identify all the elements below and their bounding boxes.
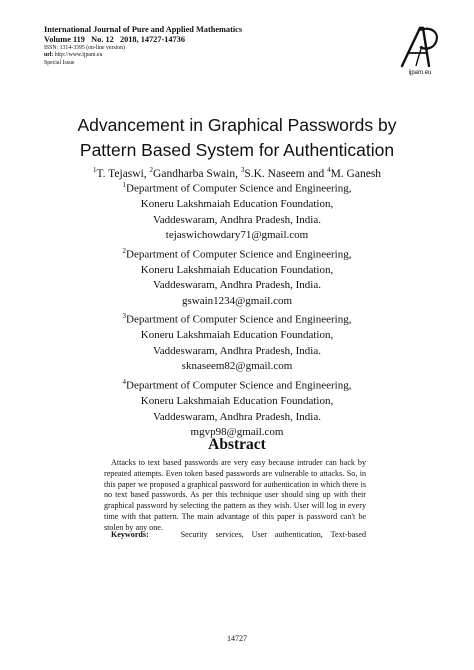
journal-url-label: url: (44, 52, 54, 59)
affiliation-block (0, 375, 474, 441)
author-name: Gandharba Swain, (153, 167, 241, 180)
journal-issue: Special Issue (44, 59, 75, 66)
author-name: T. Tejaswi, (96, 167, 150, 180)
title-line-1: Advancement in Graphical Passwords by (77, 115, 397, 135)
affiliation-block (0, 244, 474, 310)
affiliation-dept (0, 178, 474, 197)
affiliation-email[interactable]: gswain1234@gmail.com (181, 294, 293, 307)
affiliation-place: Vaddeswaram, Andhra Pradesh, India. (152, 344, 321, 357)
affiliation-dept (0, 244, 474, 263)
affiliation-place: Vaddeswaram, Andhra Pradesh, India. (152, 279, 321, 292)
affiliation-email[interactable]: mgvp98@gmail.com (190, 426, 284, 439)
logo-site-label: ijpam.eu (408, 70, 432, 76)
affiliation-number: 2 (122, 246, 127, 255)
keywords-label: Keywords: (111, 530, 149, 539)
affiliation-number: 1 (122, 181, 127, 189)
affiliation-dept-text: Department of Computer Science and Engineering, (126, 313, 352, 326)
affiliation-dept-text: Department of Computer Science and Engineering, (126, 379, 352, 392)
affiliation-block (0, 309, 474, 375)
affiliation-email[interactable]: sknaseem82@gmail.com (181, 360, 293, 373)
author-number: 3 (240, 166, 245, 174)
author-number: 4 (327, 166, 331, 174)
paper-title (30, 113, 444, 163)
affiliation-foundation: Koneru Lakshmaiah Education Foundation, (140, 198, 334, 211)
journal-header (44, 25, 344, 67)
author-name: S.K. Naseem and (244, 167, 328, 180)
journal-volume: Volume 119 No. 12 2018, 14727-14736 (44, 35, 185, 44)
affiliation-place: Vaddeswaram, Andhra Pradesh, India. (152, 213, 321, 226)
affiliation-block (0, 178, 474, 244)
affiliation-email[interactable]: tejaswichowdary71@gmail.com (165, 229, 309, 242)
journal-title: International Journal of Pure and Applied Mathematics (44, 25, 243, 34)
affiliation-list (0, 178, 474, 441)
affiliation-number: 4 (122, 377, 127, 386)
affiliation-foundation: Koneru Lakshmaiah Education Foundation, (140, 263, 334, 276)
title-line-2: Pattern Based System for Authentication (79, 140, 395, 160)
abstract-text: Attacks to text based passwords are very easy because intruder can hack by repeated attempts. Even token based passwords are vulnerable to attacks. So, in this paper we proposed a graphical password for authentication in which there is no text based passwords. As per this technique user should sing up with their graphical password by selecting the pattern as they wish. User will log in every time with that pattern. The main advantage of this paper is password can't be stolen by any one. (104, 458, 366, 532)
author-name: M. Ganesh (330, 167, 382, 180)
affiliation-dept (0, 375, 474, 394)
affiliation-dept (0, 309, 474, 328)
affiliation-place: Vaddeswaram, Andhra Pradesh, India. (152, 410, 321, 423)
keywords-text: Security services, User authentication, Text-based (180, 530, 366, 539)
author-number: 1 (92, 166, 97, 174)
author-number: 2 (149, 166, 154, 174)
journal-issn: ISSN: 1314-3395 (on-line version) (44, 45, 125, 51)
affiliation-foundation: Koneru Lakshmaiah Education Foundation, (140, 329, 334, 342)
page-number: 14727 (227, 634, 247, 643)
affiliation-number: 3 (122, 312, 127, 321)
keywords-line (104, 530, 366, 541)
journal-url[interactable]: http://www.ijpam.eu (54, 52, 103, 59)
affiliation-foundation: Koneru Lakshmaiah Education Foundation, (140, 395, 334, 408)
affiliation-dept-text: Department of Computer Science and Engineering, (126, 182, 352, 195)
abstract-heading: Abstract (208, 436, 266, 453)
affiliation-dept-text: Department of Computer Science and Engineering, (126, 248, 352, 261)
journal-url-line (44, 52, 344, 59)
